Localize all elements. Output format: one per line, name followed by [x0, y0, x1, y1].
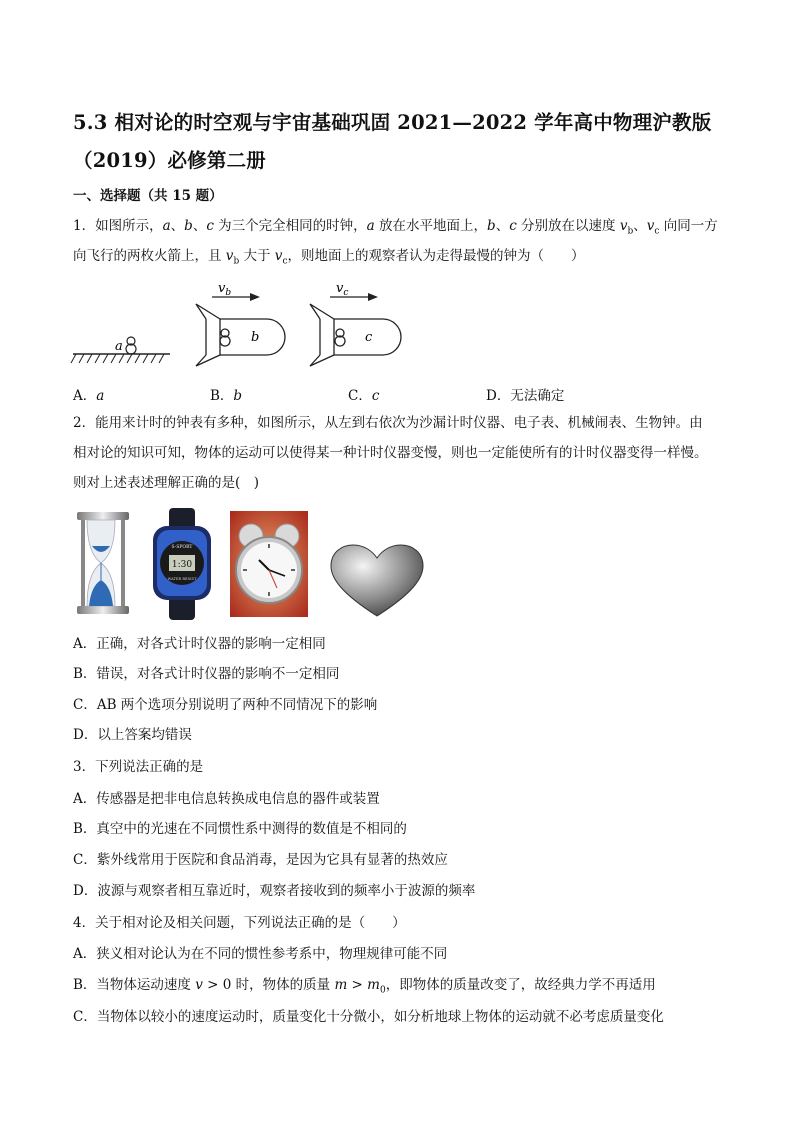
title-line-2: （2019）必修第二册 [73, 149, 266, 172]
q1-option-a[interactable]: A．a [73, 388, 105, 404]
q2-stem-line-2: 相对论的知识可知，物体的运动可以使得某一种计时仪器变慢，则也一定能使所有的计时仪器变得一样慢。 [73, 445, 708, 461]
digital-watch-icon [153, 508, 211, 620]
speed-c-subscript: c [343, 288, 349, 298]
watch-brand-text: S-SPORT [171, 545, 193, 550]
q3-option-c[interactable]: C．紫外线常用于医院和食品消毒，是因为它具有显著的热效应 [73, 852, 448, 868]
clock-a-icon [126, 337, 136, 354]
q2-option-b[interactable]: B．错误，对各式计时仪器的影响不一定相同 [73, 666, 340, 682]
q1-stem-line-1: 1．如图所示，a、b、c 为三个完全相同的时钟，a 放在水平地面上，b、c 分别放在以速度 $v_b$、$v_c$ 向同一方 [73, 218, 718, 237]
q4-option-c[interactable]: C．当物体以较小的速度运动时，质量变化十分微小，如分析地球上物体的运动就不必考虑质量变化 [73, 1009, 664, 1025]
rocket-c-label: c [365, 330, 373, 345]
q3-option-a[interactable]: A．传感器是把非电信息转换成电信息的器件或装置 [73, 791, 380, 807]
q1-stem-line-2: 向飞行的两枚火箭上，且 $v_b$ 大于 $v_c$，则地面上的观察者认为走得最慢的钟为（ ） [73, 248, 585, 267]
speed-c-label: v [336, 281, 344, 296]
svg-text:vb [218, 281, 231, 298]
svg-text:vc [336, 281, 348, 298]
watch-sub-text: WATER RESIST [167, 577, 197, 581]
clock-a-label: a [115, 339, 123, 354]
q1-option-c[interactable]: C．c [348, 388, 380, 404]
q2-option-c[interactable]: C．AB 两个选项分别说明了两种不同情况下的影响 [73, 697, 378, 713]
q4-stem: 4．关于相对论及相关问题，下列说法正确的是（ ） [73, 915, 406, 931]
watch-time-display: 1:30 [171, 560, 193, 570]
heart-icon [331, 545, 423, 616]
title-line-1: 5.3 相对论的时空观与宇宙基础巩固 2021—2022 学年高中物理沪教版 [73, 111, 712, 134]
page-title [73, 104, 733, 180]
q3-stem: 3．下列说法正确的是 [73, 759, 204, 775]
rocket-b-icon [196, 304, 285, 366]
q3-option-d[interactable]: D．波源与观察者相互靠近时，观察者接收到的频率小于波源的频率 [73, 883, 476, 899]
q1-option-d[interactable]: D．无法确定 [486, 388, 565, 404]
q2-option-a[interactable]: A．正确，对各式计时仪器的影响一定相同 [73, 636, 326, 652]
section-heading: 一、选择题（共 15 题） [73, 188, 223, 204]
q4-option-a[interactable]: A．狭义相对论认为在不同的惯性参考系中，物理规律可能不同 [73, 946, 448, 962]
q3-option-b[interactable]: B．真空中的光速在不同惯性系中测得的数值是不相同的 [73, 821, 407, 837]
q2-stem-line-1: 2．能用来计时的钟表有多种，如图所示，从左到右依次为沙漏计时仪器、电子表、机械闹表、生物钟。由 [73, 415, 703, 431]
q2-timekeepers-figure [73, 508, 433, 620]
speed-b-subscript: b [225, 288, 232, 298]
rocket-b-label: b [251, 330, 260, 345]
q1-option-b[interactable]: B．b [210, 388, 243, 404]
rocket-c-icon [310, 304, 401, 366]
q2-stem-line-3: 则对上述表述理解正确的是( ) [73, 475, 260, 491]
hourglass-icon [77, 512, 129, 614]
speed-b-label: v [218, 281, 226, 296]
q4-option-b[interactable]: B．当物体运动速度 v > 0 时，物体的质量 $m > m_0$，即物体的质量改变了，故经典力学不再适用 [73, 977, 656, 996]
q1-rocket-clock-figure [70, 278, 410, 370]
q2-option-d[interactable]: D．以上答案均错误 [73, 727, 192, 743]
alarm-clock-icon [230, 511, 308, 617]
